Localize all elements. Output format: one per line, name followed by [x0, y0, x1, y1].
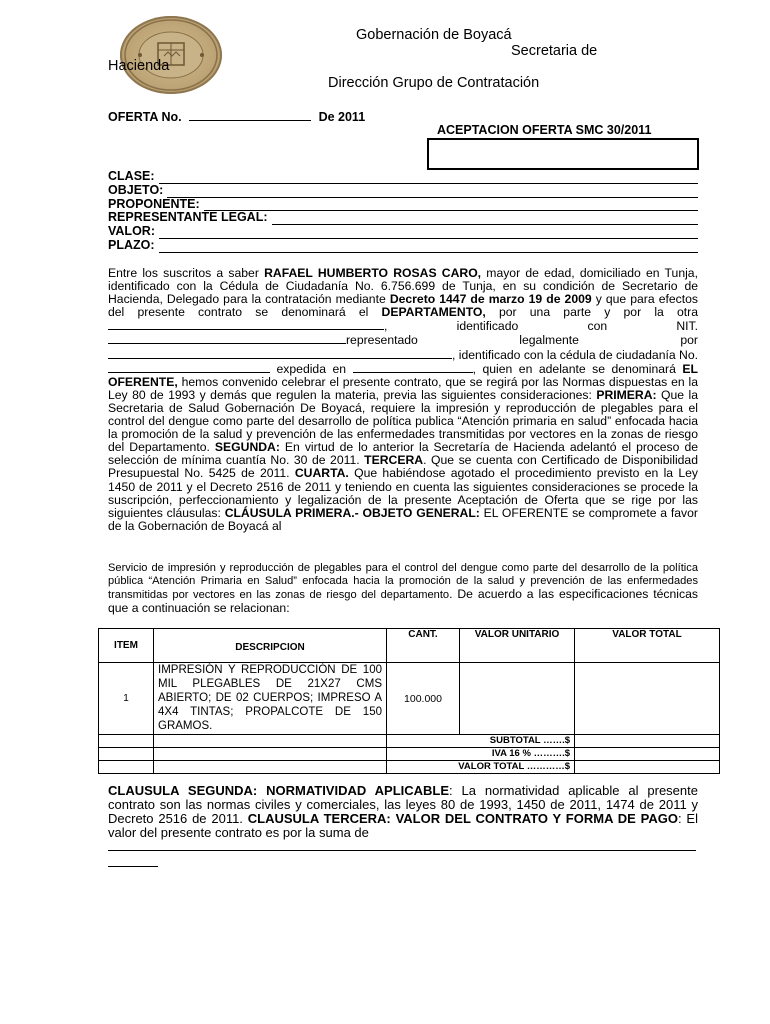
header-direction: Dirección Grupo de Contratación [328, 75, 540, 91]
acceptance-box [427, 138, 699, 170]
contract-body-object: Servicio de impresión y reproducción de plegables para el control del dengue como parte del desarrollo de la política pública “Atención Primaria en Salud” enfocada hacia la promoción de la salud y prevención de las enfermedades transmitidas por vectores en las zonas de riesgo del departamento. De acuerdo a las especificaciones técnicas que a continuación se relacionan: [108, 562, 698, 616]
cell-cant: 100.000 [387, 663, 460, 735]
field-representante: REPRESENTANTE LEGAL: [108, 211, 698, 225]
clauses-block: CLAUSULA SEGUNDA: NORMATIVIDAD APLICABLE: La normatividad aplicable al presente contrato son las normas civiles y comerciales, las leyes 80 de 1993, 1450 de 2011, 1474 de 2011 y Decreto 2516 de 2011. CLAUSULA TERCERA: VALOR DEL CONTRATO Y FORMA DE PAGO: El valor del presente contrato es por la suma de [108, 783, 698, 840]
offer-label: OFERTA No. [108, 110, 182, 124]
cell-item: 1 [99, 663, 154, 735]
th-valor-total: VALOR TOTAL [575, 629, 720, 663]
header-dept-hacienda: Hacienda [108, 58, 170, 74]
header-org: Gobernación de Boyacá [356, 27, 512, 43]
total-row [99, 761, 720, 774]
offer-number-blank [189, 110, 311, 121]
subtotal-row [99, 735, 720, 748]
th-item: ITEM [99, 629, 154, 663]
iva-row [99, 748, 720, 761]
offer-year: De 2011 [318, 110, 366, 124]
th-cant: CANT. [387, 629, 460, 663]
field-proponente: PROPONENTE: [108, 198, 698, 212]
items-table [98, 628, 720, 774]
field-plazo: PLAZO: [108, 239, 698, 253]
header-dept: Secretaria de [511, 43, 598, 59]
fields-block [108, 170, 698, 253]
th-valor-unitario: VALOR UNITARIO [460, 629, 575, 663]
signatory-name: RAFAEL HUMBERTO ROSAS CARO, [264, 266, 482, 280]
acceptance-title: ACEPTACION OFERTA SMC 30/2011 [437, 123, 652, 137]
decree-ref: Decreto 1447 de marzo 19 de 2009 [389, 292, 592, 307]
offer-number-line [108, 110, 365, 124]
cell-description: IMPRESIÓN Y REPRODUCCIÓN DE 100 MIL PLEGABLES DE 21X27 CMS ABIERTO; DE 02 CUERPOS; IMPRESO A 4X4 TINTAS; PROPALCOTE DE 150 GRAMOS. [154, 663, 387, 735]
cell-valor-unitario [460, 663, 575, 735]
table-header-row [99, 629, 720, 663]
iva-label: IVA 16 % ……….$ [387, 748, 575, 761]
field-clase: CLASE: [108, 170, 698, 184]
contract-body: Entre los suscritos a saber RAFAEL HUMBERTO ROSAS CARO, mayor de edad, domiciliado en Tunja, identificado con la Cédula de Ciudadanía No. 6.756.699 de Tunja, en su condición de Secretario de Hacienda, Delegado para la contratación mediante Decreto 1447 de marzo 19 de 2009 y que para efectos del presente contrato se denominará el DEPARTAMENTO, por una parte y por la otra , identificado con NIT. representado legalmente por , identificado con la cédula de ciudadanía No. expedida en , quien en adelante se denominará EL OFERENTE, hemos convenido celebrar el presente contrato, que se regirá por las Normas dispuestas en la Ley 80 de 1993 y demás que regulen la materia, previa las siguientes consideraciones: PRIMERA: Que la Secretaria de Salud Gobernación De Boyacá, requiere la impresión y reproducción de plegables para el control del dengue como parte del desarrollo de política publica “Atención primaria en salud” enfocada hacia la promoción de la salud y prevención de las enfermedades transmitidas por vectores en la zonas de riesgo del Departamento. SEGUNDA: En virtud de lo anterior la Secretaría de Hacienda adelantó el proceso de selección de mínima cuantía No. 30 de 2011. TERCERA. Que se cuenta con Certificado de Disponibilidad Presupuestal No. 5425 de 2011. CUARTA. Que habiéndose agotado el procedimiento previsto en la Ley 1450 de 2011 y el Decreto 2516 de 2011 y teniendo en cuenta las siguientes consideraciones se procede la suscripción, perfeccionamiento y legalización de la presente Aceptación de Oferta que se rige por las siguientes cláusulas: CLÁUSULA PRIMERA.- OBJETO GENERAL: EL OFERENTE se compromete a favor de la Gobernación de Boyacá al [108, 266, 699, 533]
cell-valor-total [575, 663, 720, 735]
total-label: VALOR TOTAL …………$ [387, 761, 575, 774]
amount-blank-line [108, 850, 696, 851]
table-row [99, 663, 720, 735]
clause-second-title: CLAUSULA SEGUNDA: NORMATIVIDAD APLICABLE [108, 783, 450, 798]
th-descripcion: DESCRIPCION [154, 629, 387, 663]
field-objeto: OBJETO: [108, 184, 698, 198]
subtotal-label: SUBTOTAL …….$ [387, 735, 575, 748]
government-seal-logo [120, 16, 222, 94]
clause-third-title: CLAUSULA TERCERA: VALOR DEL CONTRATO Y FORMA DE PAGO [247, 811, 678, 826]
field-valor: VALOR: [108, 225, 698, 239]
amount-blank-line-2 [108, 866, 158, 867]
